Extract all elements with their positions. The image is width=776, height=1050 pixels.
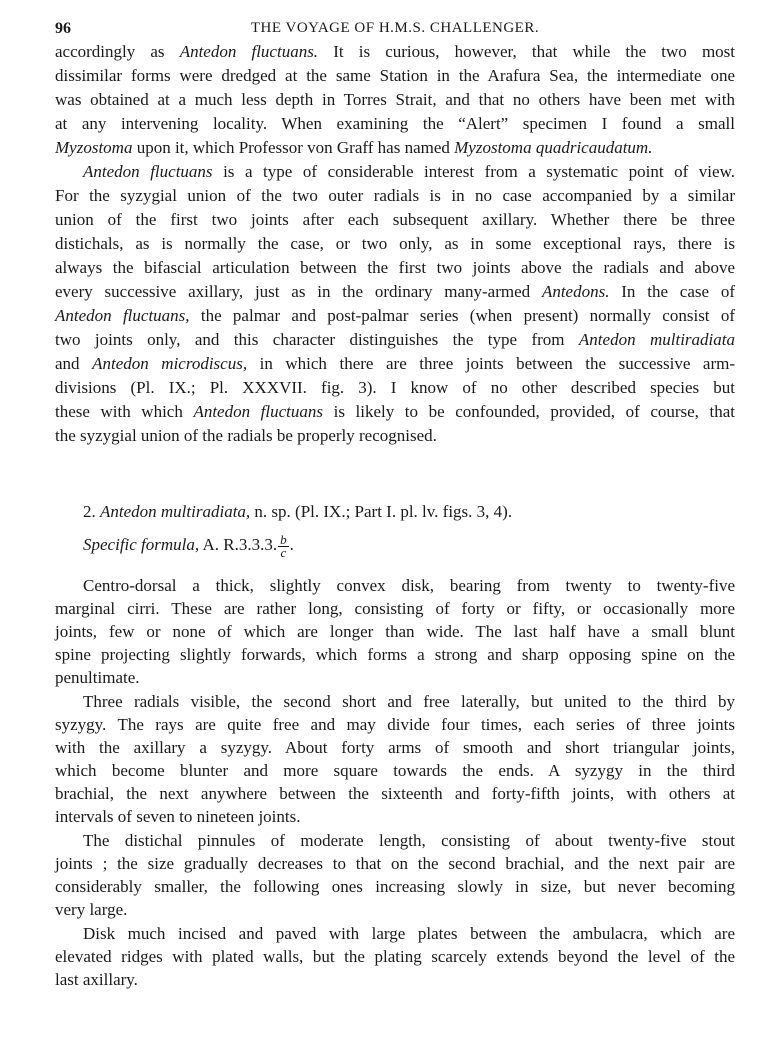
- text-run: accordingly as: [55, 42, 180, 61]
- text-line: [55, 160, 735, 184]
- text-run: last axillary.: [55, 970, 138, 989]
- species-reference: n. sp. (Pl. IX.; Part I. pl. lv. figs. 3, 4).: [250, 502, 513, 521]
- text-line: [55, 713, 735, 736]
- running-title: THE VOYAGE OF H.M.S. CHALLENGER.: [250, 20, 540, 36]
- text-block-top: [55, 40, 735, 448]
- text-line: [55, 782, 735, 805]
- text-run: these with which: [55, 402, 194, 421]
- text-run: every successive axillary, just as in the ordinary many-armed: [55, 282, 542, 301]
- paragraph: [55, 40, 735, 160]
- text-line: [55, 400, 735, 424]
- text-run: always the bifascial articulation between the first two joints above the radials and above: [55, 258, 735, 277]
- text-run: intervals of seven to nineteen joints.: [55, 807, 301, 826]
- italic-text: Myzostoma: [55, 138, 133, 157]
- text-run: and: [55, 354, 93, 373]
- text-line: [55, 597, 735, 620]
- text-line: [55, 898, 735, 921]
- text-line: [55, 968, 735, 991]
- text-run: very large.: [55, 900, 128, 919]
- text-run: joints ; the size gradually decreases to that on the second brachial, and the next pair are: [55, 854, 735, 873]
- species-heading: [55, 500, 735, 524]
- text-run: union of the first two joints after each subsequent axillary. Whether there be three: [55, 210, 735, 229]
- text-run: penultimate.: [55, 668, 140, 687]
- text-line: [55, 424, 735, 448]
- text-line: [55, 852, 735, 875]
- italic-text: Antedon fluctuans: [83, 162, 213, 181]
- text-run: considerably smaller, the following ones increasing slowly in size, but never becoming: [55, 877, 735, 896]
- text-line: [55, 875, 735, 898]
- page-header: [55, 20, 735, 42]
- text-line: [55, 256, 735, 280]
- text-line: [55, 328, 735, 352]
- formula-numerator: b: [280, 531, 287, 547]
- text-run: spine projecting slightly forwards, which forms a strong and sharp opposing spine on the: [55, 645, 735, 664]
- text-run: dissimilar forms were dredged at the same Station in the Arafura Sea, the intermediate one: [55, 66, 735, 85]
- text-line: [55, 136, 735, 160]
- text-run: syzygy. The rays are quite free and may divide four times, each series of three joints: [55, 715, 735, 734]
- species-name: Antedon multiradiata,: [100, 502, 251, 521]
- species-number: 2.: [83, 502, 100, 521]
- text-line: [55, 352, 735, 376]
- text-line: [55, 280, 735, 304]
- paragraph: [55, 829, 735, 921]
- text-line: [55, 945, 735, 968]
- text-run: at any intervening locality. When examining the “Alert” specimen I found a small: [55, 114, 735, 133]
- specific-formula: [55, 532, 735, 559]
- text-run: brachial, the next anywhere between the sixteenth and forty-fifth joints, with others at: [55, 784, 735, 803]
- text-line: [55, 232, 735, 256]
- text-line: [55, 666, 735, 689]
- text-line: [55, 690, 735, 713]
- text-run: in which there are three joints between the successive arm-: [247, 354, 735, 373]
- formula-end: .: [289, 535, 294, 554]
- text-line: [55, 304, 735, 328]
- text-run: with the axillary a syzygy. About forty arms of smooth and short triangular joints,: [55, 738, 735, 757]
- text-run: two joints only, and this character distinguishes the type from: [55, 330, 579, 349]
- text-run: For the syzygial union of the two outer radials is in no case accompanied by a similar: [55, 186, 735, 205]
- italic-text: Antedon fluctuans,: [55, 306, 190, 325]
- text-line: [55, 184, 735, 208]
- text-run: was obtained at a much less depth in Torres Strait, and that no others have been met with: [55, 90, 735, 109]
- paragraph: [55, 922, 735, 991]
- paragraph: [55, 690, 735, 828]
- text-run: joints, few or none of which are longer than wide. The last half have a small blunt: [55, 622, 735, 641]
- text-run: distichals, as is normally the case, or two only, as in some exceptional rays, there is: [55, 234, 735, 253]
- text-run: Disk much incised and paved with large plates between the ambulacra, which are: [83, 924, 735, 943]
- text-line: [55, 829, 735, 852]
- text-run: The distichal pinnules of moderate length, consisting of about twenty-five stout: [83, 831, 735, 850]
- text-line: [55, 620, 735, 643]
- text-run: divisions (Pl. IX.; Pl. XXXVII. fig. 3). I know of no other described species but: [55, 378, 735, 397]
- italic-text: Antedon microdiscus,: [92, 354, 248, 373]
- text-line: [55, 64, 735, 88]
- paragraph: [55, 160, 735, 448]
- italic-text: Antedon multiradiata: [578, 330, 735, 349]
- text-line: [55, 736, 735, 759]
- text-line: [55, 643, 735, 666]
- text-run: Centro-dorsal a thick, slightly convex disk, bearing from twenty to twenty-five: [83, 576, 735, 595]
- formula-fraction: [278, 531, 289, 560]
- text-line: [55, 112, 735, 136]
- italic-text: Myzostoma quadricaudatum.: [454, 138, 653, 157]
- italic-text: Antedon fluctuans: [193, 402, 324, 421]
- text-run: It is curious, however, that while the two most: [318, 42, 736, 61]
- text-run: upon it, which Professor von Graff has named: [132, 138, 455, 157]
- text-run: marginal cirri. These are rather long, consisting of forty or fifty, or occasionally more: [55, 599, 735, 618]
- formula-value: A. R.3.3.3.: [199, 535, 278, 554]
- text-run: elevated ridges with plated walls, but the plating scarcely extends beyond the level of the: [55, 947, 735, 966]
- text-run: Three radials visible, the second short and free laterally, but united to the third by: [83, 692, 735, 711]
- text-line: [55, 40, 735, 64]
- text-line: [55, 88, 735, 112]
- italic-text: Antedon fluctuans.: [179, 42, 319, 61]
- text-run: which become blunter and more square towards the ends. A syzygy in the third: [55, 761, 735, 780]
- formula-denominator: c: [280, 544, 287, 560]
- text-run: In the case of: [609, 282, 735, 301]
- text-line: [55, 805, 735, 828]
- text-line: [55, 574, 735, 597]
- text-run: the palmar and post-palmar series (when present) normally consist of: [189, 306, 735, 325]
- text-block-bottom: [55, 574, 735, 991]
- page-number: 96: [55, 20, 71, 37]
- italic-text: Antedons.: [541, 282, 610, 301]
- text-line: [55, 922, 735, 945]
- formula-label: Specific formula,: [83, 535, 200, 554]
- text-run: the syzygial union of the radials be properly recognised.: [55, 426, 437, 445]
- text-line: [55, 759, 735, 782]
- text-line: [55, 376, 735, 400]
- text-run: is likely to be confounded, provided, of course, that: [323, 402, 736, 421]
- paragraph: [55, 574, 735, 689]
- text-line: [55, 208, 735, 232]
- text-run: is a type of considerable interest from a systematic point of view.: [212, 162, 735, 181]
